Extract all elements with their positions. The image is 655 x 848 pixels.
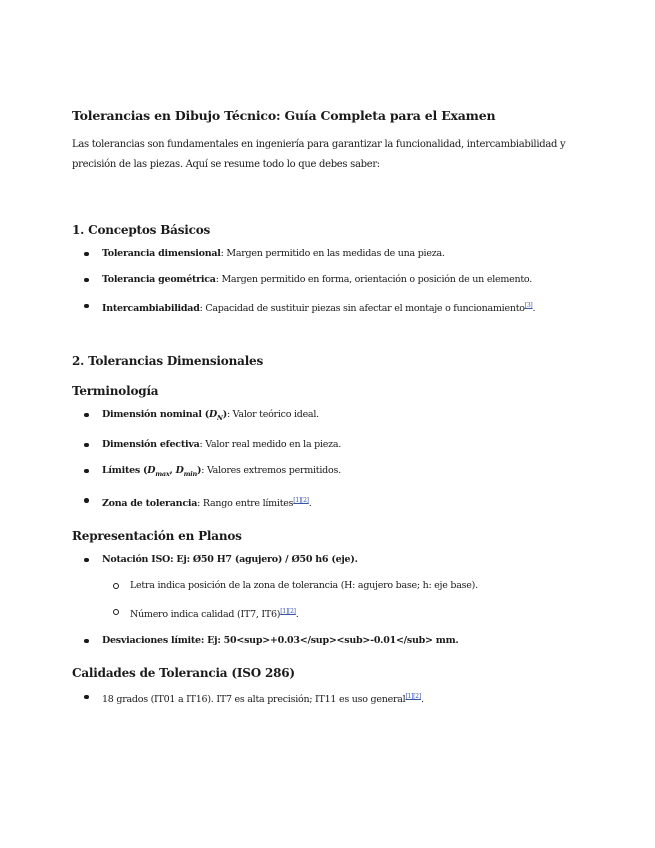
citation-link[interactable]: [3] bbox=[524, 302, 533, 309]
list-item bbox=[72, 634, 572, 647]
term-description: : Margen permitido en forma, orientación o posición de un elemento. bbox=[215, 274, 532, 285]
document-title: Tolerancias en Dibujo Técnico: Guía Completa para el Examen bbox=[72, 108, 496, 123]
citation-link[interactable]: [1][2] bbox=[280, 608, 296, 616]
term-label: Zona de tolerancia bbox=[102, 498, 198, 510]
subsection-heading-terminologia: Terminología bbox=[72, 384, 159, 399]
term-label: Tolerancia dimensional bbox=[102, 248, 221, 259]
term-description: : Rango entre límites bbox=[197, 498, 294, 510]
term-description: : Margen permitido en las medidas de una pieza. bbox=[220, 248, 445, 259]
section-heading-conceptos: 1. Conceptos Básicos bbox=[72, 223, 211, 237]
list-item bbox=[72, 464, 572, 481]
math-symbol: $D_N$ bbox=[209, 409, 223, 423]
document-page bbox=[72, 108, 572, 719]
sub-item-text: Letra indica posición de la zona de tolerancia (H: agujero base; h: eje base). bbox=[130, 580, 478, 592]
citation-link[interactable]: [1][2] bbox=[293, 496, 309, 504]
list-item: Zona de tolerancia: Rango entre límites[1][2]. bbox=[72, 494, 572, 510]
item-text: 18 grados (IT01 a IT16). IT7 es alta precisión; IT11 es uso general bbox=[102, 694, 406, 706]
list-item bbox=[72, 247, 572, 260]
math-symbol: $D_{max}$ bbox=[147, 465, 170, 478]
list-item: 18 grados (IT01 a IT16). IT7 es alta precisión; IT11 es uso general[1][2]. bbox=[72, 690, 572, 706]
term-description: : Ej: Ø50 H7 (agujero) / Ø50 h6 (eje). bbox=[170, 554, 358, 566]
sub-list-item bbox=[72, 579, 572, 592]
term-description: : Valores extremos permitidos. bbox=[201, 465, 341, 477]
calidades-list bbox=[72, 690, 572, 706]
intro-paragraph: Las tolerancias son fundamentales en ingeniería para garantizar la funcionalidad, intercambiabilidad y precisión de las piezas. Aquí se resume todo lo que debes saber: bbox=[72, 139, 566, 170]
math-symbol: $D_{min}$ bbox=[175, 465, 197, 478]
sub-item-text: Número indica calidad (IT7, IT6) bbox=[130, 609, 281, 621]
subsection-heading-representacion: Representación en Planos bbox=[72, 529, 242, 544]
term-label: Tolerancia geométrica bbox=[102, 274, 216, 285]
list-item bbox=[72, 438, 572, 451]
subsection-heading-calidades: Calidades de Tolerancia (ISO 286) bbox=[72, 666, 295, 681]
list-item bbox=[72, 553, 572, 566]
term-label: Dimensión nominal $(D_N)$ bbox=[102, 409, 227, 423]
term-label: Notación ISO bbox=[102, 554, 171, 566]
conceptos-list bbox=[72, 247, 572, 315]
term-label: Dimensión efectiva bbox=[102, 439, 200, 451]
representacion-list bbox=[72, 553, 572, 647]
term-description: : Capacidad de sustituir piezas sin afectar el montaje o funcionamiento bbox=[199, 303, 525, 315]
term-label: Desviaciones límite bbox=[102, 635, 201, 647]
term-description: : Valor real medido en la pieza. bbox=[199, 439, 342, 451]
term-description: : Valor teórico ideal. bbox=[226, 409, 319, 421]
term-description: : Ej: 50<sup>+0.03</sup><sub>-0.01</sub> mm. bbox=[200, 635, 459, 647]
sub-list-item: Número indica calidad (IT7, IT6)[1][2]. bbox=[72, 605, 572, 621]
term-label: Intercambiabilidad bbox=[102, 303, 200, 315]
list-item: Intercambiabilidad: Capacidad de sustituir piezas sin afectar el montaje o funcionamiento[3]. bbox=[72, 299, 572, 315]
list-item bbox=[72, 408, 572, 425]
section-heading-dimensionales: 2. Tolerancias Dimensionales bbox=[72, 354, 264, 369]
citation-link[interactable]: [1][2] bbox=[405, 693, 421, 701]
term-label: Límites ($D_{max}$, $D_{min}$) bbox=[102, 465, 202, 478]
list-item bbox=[72, 273, 572, 286]
terminologia-list bbox=[72, 408, 572, 510]
